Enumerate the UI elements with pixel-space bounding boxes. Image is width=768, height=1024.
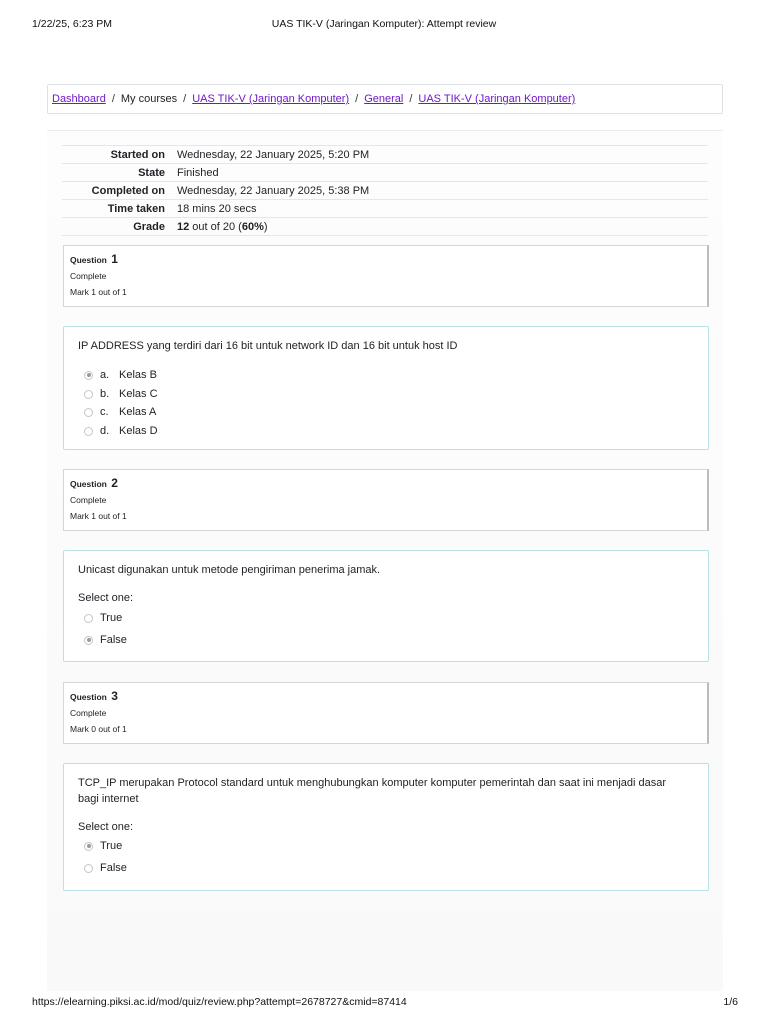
select-one-prompt: Select one: xyxy=(78,821,134,833)
breadcrumb-general[interactable]: General xyxy=(364,93,404,105)
print-page-number: 1/6 xyxy=(723,996,738,1008)
option-label: True xyxy=(100,840,123,852)
summary-row-grade xyxy=(62,218,708,236)
question-number: 1 xyxy=(111,252,118,266)
breadcrumb-separator: / xyxy=(111,93,115,105)
option-label: Kelas A xyxy=(119,406,157,418)
question-status: Complete xyxy=(70,271,107,281)
question-mark: Mark 1 out of 1 xyxy=(70,287,127,297)
breadcrumb-separator: / xyxy=(409,93,413,105)
summary-label: Started on xyxy=(110,148,165,161)
breadcrumb xyxy=(47,84,723,114)
summary-label: Grade xyxy=(133,220,165,233)
summary-value: Wednesday, 22 January 2025, 5:20 PM xyxy=(177,148,370,161)
breadcrumb-separator: / xyxy=(183,93,187,105)
summary-row-started xyxy=(62,146,708,164)
option-label: False xyxy=(100,634,127,646)
answer-option-c[interactable] xyxy=(84,404,156,420)
summary-row-time-taken xyxy=(62,200,708,218)
option-label: True xyxy=(100,612,123,624)
summary-row-state xyxy=(62,164,708,182)
summary-label: Completed on xyxy=(91,184,165,197)
breadcrumb-separator: / xyxy=(355,93,359,105)
question-content-1 xyxy=(63,326,709,450)
answer-option-false[interactable] xyxy=(84,860,127,876)
question-mark: Mark 1 out of 1 xyxy=(70,511,127,521)
question-info-3 xyxy=(63,682,709,744)
grade-mid: out of 20 ( xyxy=(189,220,242,233)
question-text: TCP_IP merupakan Protocol standard untuk menghubungkan komputer komputer pemerintah dan saat ini menjadi dasar bagi internet xyxy=(78,777,667,805)
breadcrumb-dashboard[interactable]: Dashboard xyxy=(52,93,106,105)
print-header xyxy=(32,18,736,32)
grade-tail: ) xyxy=(263,220,268,233)
question-content-3 xyxy=(63,763,709,891)
answer-option-a[interactable] xyxy=(84,367,157,383)
question-text: Unicast digunakan untuk metode pengiriman penerima jamak. xyxy=(78,564,381,576)
question-label: Question xyxy=(70,255,107,265)
question-status: Complete xyxy=(70,708,107,718)
question-content-2 xyxy=(63,550,709,662)
question-status: Complete xyxy=(70,495,107,505)
question-info-2 xyxy=(63,469,709,531)
summary-label: Time taken xyxy=(107,202,165,215)
option-letter: a. xyxy=(100,369,110,381)
option-label: Kelas C xyxy=(119,388,158,400)
answer-option-d[interactable] xyxy=(84,423,158,439)
summary-value: Wednesday, 22 January 2025, 5:38 PM xyxy=(177,184,370,197)
print-url: https://elearning.piksi.ac.id/mod/quiz/review.php?attempt=2678727&cmid=87414 xyxy=(32,996,407,1008)
answer-option-false[interactable] xyxy=(84,632,127,648)
option-letter: b. xyxy=(100,388,110,400)
radio-button[interactable] xyxy=(84,614,93,623)
radio-button[interactable] xyxy=(84,371,93,380)
option-label: Kelas D xyxy=(119,425,158,437)
radio-button[interactable] xyxy=(84,408,93,417)
option-letter: d. xyxy=(100,425,110,437)
summary-value: 18 mins 20 secs xyxy=(177,202,257,215)
summary-label: State xyxy=(138,166,165,179)
answer-option-true[interactable] xyxy=(84,610,122,626)
radio-button[interactable] xyxy=(84,864,93,873)
radio-button[interactable] xyxy=(84,427,93,436)
answer-option-true[interactable] xyxy=(84,838,122,854)
print-footer xyxy=(32,996,738,1008)
grade-score: 12 xyxy=(177,220,190,233)
radio-button[interactable] xyxy=(84,842,93,851)
radio-button[interactable] xyxy=(84,390,93,399)
grade-percent: 60% xyxy=(241,220,264,233)
summary-value: Finished xyxy=(177,166,219,179)
question-label: Question xyxy=(70,479,107,489)
summary-row-completed xyxy=(62,182,708,200)
print-title: UAS TIK-V (Jaringan Komputer): Attempt review xyxy=(271,18,497,30)
question-number: 2 xyxy=(111,476,118,490)
breadcrumb-my-courses: My courses xyxy=(120,93,178,105)
option-label: Kelas B xyxy=(119,369,157,381)
option-label: False xyxy=(100,862,127,874)
question-text: IP ADDRESS yang terdiri dari 16 bit untuk network ID dan 16 bit untuk host ID xyxy=(78,340,458,352)
attempt-summary-table xyxy=(62,145,708,236)
question-info-1 xyxy=(63,245,709,307)
question-label: Question xyxy=(70,692,107,702)
select-one-prompt: Select one: xyxy=(78,592,134,604)
summary-value xyxy=(171,218,708,236)
question-mark: Mark 0 out of 1 xyxy=(70,724,127,734)
radio-button[interactable] xyxy=(84,636,93,645)
option-letter: c. xyxy=(100,406,109,418)
answer-option-b[interactable] xyxy=(84,386,158,402)
question-number: 3 xyxy=(111,689,118,703)
breadcrumb-course[interactable]: UAS TIK-V (Jaringan Komputer) xyxy=(192,93,350,105)
breadcrumb-quiz[interactable]: UAS TIK-V (Jaringan Komputer) xyxy=(418,93,576,105)
print-datetime: 1/22/25, 6:23 PM xyxy=(32,18,112,30)
